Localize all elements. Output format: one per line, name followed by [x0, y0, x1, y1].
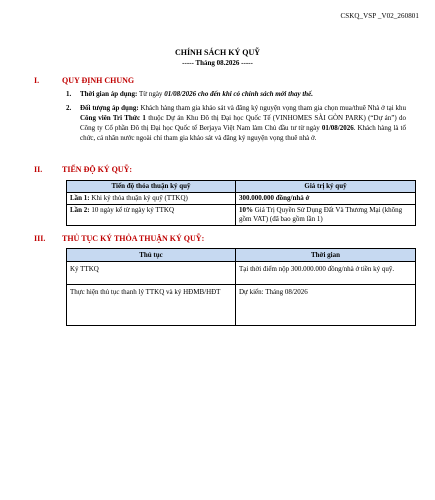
column-header: Giá trị ký quỹ	[236, 181, 416, 193]
item-number: 1.	[66, 90, 72, 98]
table-header-row	[67, 249, 416, 262]
section-title: TIẾN ĐỘ KÝ QUỸ:	[62, 165, 133, 174]
item-label: Đối tượng áp dụng:	[80, 104, 139, 112]
table-row: Thực hiện thủ tục thanh lý TTKQ và ký HĐMB/HĐT Dự kiến: Tháng 08/2026	[67, 285, 416, 326]
item-label: Thời gian áp dụng:	[80, 90, 138, 98]
section-title: THỦ TỤC KÝ THỎA THUẬN KÝ QUỸ:	[62, 234, 205, 243]
section-number: II.	[34, 165, 43, 174]
procedure-table	[66, 248, 416, 326]
table-row: Ký TTKQ Tại thời điểm nộp 300.000.000 đồng/nhà ở tiền ký quỹ.	[67, 262, 416, 285]
table-row: Lần 1: Khi ký thỏa thuận ký quỹ (TTKQ) 300.000.000 đồng/nhà ở	[67, 193, 416, 205]
deposit-schedule-table	[66, 180, 416, 226]
general-item-time: 1. Thời gian áp dụng: Từ ngày 01/08/2026 cho đến khi có chính sách mới thay thế.	[66, 90, 314, 98]
table-header-row	[67, 181, 416, 193]
section-heading-general	[34, 76, 134, 85]
general-item-target: 2. Đối tượng áp dụng: Khách hàng tham gia khảo sát và đăng ký nguyện vọng tham gia chọn mua/thuê Nhà ở tại khu Công viên Tri Thức 1 thuộc Dự án Khu Đô thị Đại học Quốc Tế (VINHOMES SÀI GÒN PARK) (“Dự án”) do Công ty Cổ phần Đô thị Đại học Quốc tế Berjaya Việt Nam làm Chủ đầu tư từ ngày 01/08/2026. Khách hàng là tổ chức, cá nhân nước ngoài chỉ tham gia khảo sát và đăng ký nguyện vọng thuê nhà ở.	[66, 104, 406, 142]
section-number: I.	[34, 76, 40, 85]
section-heading-procedure	[34, 234, 204, 243]
column-header: Thủ tục	[67, 249, 236, 262]
section-heading-schedule	[34, 165, 132, 174]
document-code: CSKQ_VSP _V02_260801	[340, 12, 419, 20]
column-header: Thời gian	[236, 249, 416, 262]
document-subtitle: ----- Tháng 08.2026 -----	[182, 59, 253, 67]
effective-date: 01/08/2026 cho đến khi có chính sách mới thay thế.	[164, 90, 314, 98]
item-number: 2.	[66, 104, 72, 112]
table-row: Lần 2: 10 ngày kể từ ngày ký TTKQ 10% Giá Trị Quyền Sử Dụng Đất Và Thương Mại (không gồm VAT) (đã bao gồm lần 1)	[67, 205, 416, 226]
column-header: Tiến độ thỏa thuận ký quỹ	[67, 181, 236, 193]
section-title: QUY ĐỊNH CHUNG	[62, 76, 135, 85]
document-title: CHÍNH SÁCH KÝ QUỸ	[174, 48, 261, 57]
section-number: III.	[34, 234, 46, 243]
